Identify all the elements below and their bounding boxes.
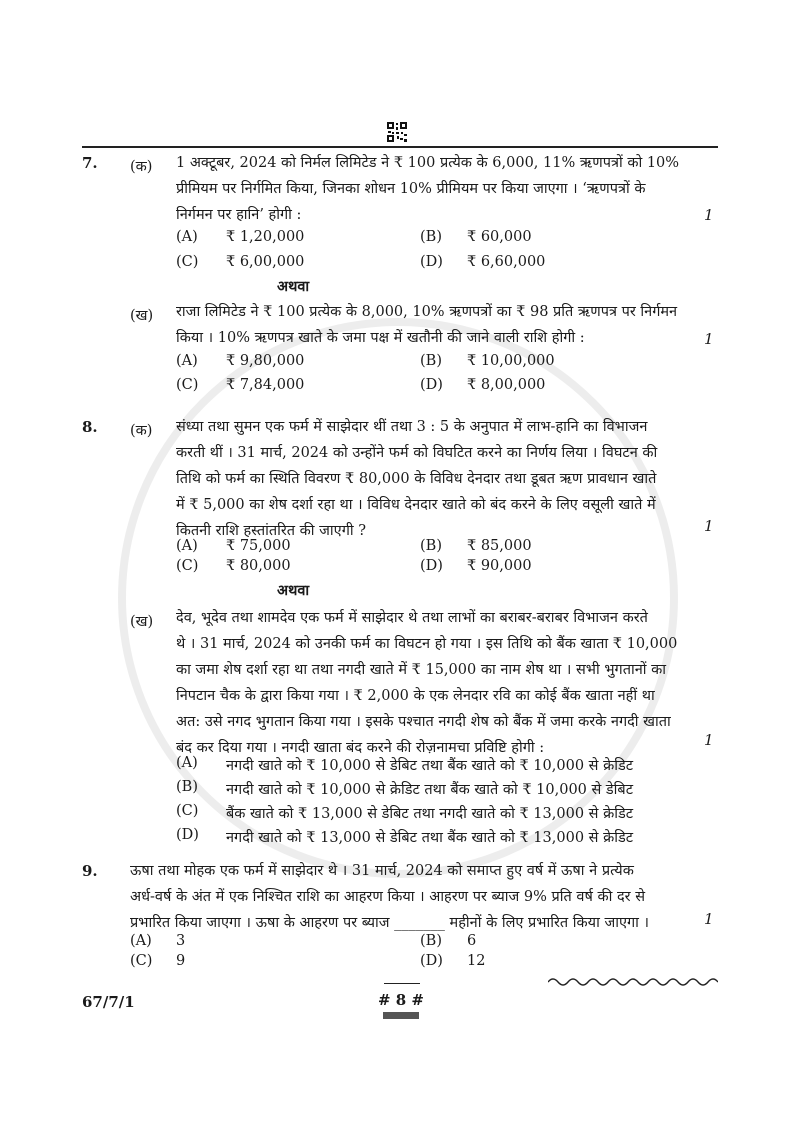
question-line: संध्या तथा सुमन एक फर्म में साझेदार थीं तथा 3 : 5 के अनुपात में लाभ-हानि का विभाजन	[176, 419, 648, 435]
option-text: नगदी खाते को ₹ 13,000 से डेबिट तथा बैंक खाते को ₹ 13,000 से क्रेडिट	[226, 830, 634, 846]
or-separator: अथवा	[277, 278, 310, 295]
option-text: ₹ 7,84,000	[226, 377, 305, 393]
option-label: (D)	[420, 254, 443, 270]
option-text: 12	[467, 953, 486, 969]
part-label: (ख)	[130, 308, 154, 324]
option-label: (D)	[420, 953, 443, 969]
option-label: (A)	[176, 229, 198, 245]
question-line: ऊषा तथा मोहक एक फर्म में साझेदार थे । 31 मार्च, 2024 को समाप्त हुए वर्ष में ऊषा ने प्रत्येक	[130, 863, 634, 879]
option-label: (D)	[420, 377, 443, 393]
option-text: ₹ 85,000	[467, 538, 532, 554]
question-line: निपटान चैक के द्वारा किया गया । ₹ 2,000 के एक लेनदार रवि का कोई बैंक खाता नहीं था	[176, 688, 655, 704]
wavy-line-divider	[548, 975, 718, 989]
or-separator: अथवा	[277, 582, 310, 599]
option-text: ₹ 6,60,000	[467, 254, 546, 270]
option-label: (C)	[176, 377, 199, 393]
qr-code-icon	[386, 121, 408, 143]
question-text	[176, 299, 677, 351]
marks: 1	[704, 330, 714, 348]
question-number: 9.	[82, 862, 98, 880]
question-number: 7.	[82, 154, 98, 172]
question-line: प्रीमियम पर निर्गमित किया, जिनका शोधन 10% प्रीमियम पर किया जाएगा । ‘ऋणपत्रों के	[176, 181, 646, 197]
option-label: (B)	[420, 229, 442, 245]
question-line: राजा लिमिटेड ने ₹ 100 प्रत्येक के 8,000, 10% ऋणपत्रों का ₹ 98 प्रति ऋणपत्र पर निर्गमन	[176, 304, 678, 320]
option-text: बैंक खाते को ₹ 13,000 से डेबिट तथा नगदी खाते को ₹ 13,000 से क्रेडिट	[226, 806, 634, 822]
option-text: नगदी खाते को ₹ 10,000 से डेबिट तथा बैंक खाते को ₹ 10,000 से क्रेडिट	[226, 758, 634, 774]
question-line: का जमा शेष दर्शा रहा था तथा नगदी खाते में ₹ 15,000 का नाम शेष था । सभी भुगतानों का	[176, 662, 667, 678]
part-label: (क)	[130, 423, 153, 439]
question-text	[130, 858, 649, 936]
paper-code: 67/7/1	[82, 993, 135, 1011]
option-text: ₹ 1,20,000	[226, 229, 305, 245]
option-label: (C)	[176, 254, 199, 270]
option-label: (D)	[176, 827, 199, 843]
question-text	[176, 414, 657, 544]
question-text	[176, 150, 679, 228]
marks: 1	[704, 910, 714, 928]
option-label: (B)	[176, 779, 198, 795]
option-text: नगदी खाते को ₹ 10,000 से क्रेडिट तथा बैंक खाते को ₹ 10,000 से डेबिट	[226, 782, 634, 798]
header-rule	[82, 146, 718, 148]
question-line: अत: उसे नगद भुगतान किया गया । इसके पश्चात नगदी शेष को बैंक में जमा करके नगदी खाता	[176, 714, 671, 730]
question-number: 8.	[82, 418, 98, 436]
question-text	[176, 605, 677, 761]
question-line: करती थीं । 31 मार्च, 2024 को उन्होंने फर्म को विघटित करने का निर्णय लिया । विघटन की	[176, 445, 658, 461]
option-label: (C)	[176, 558, 199, 574]
page-number-rule	[384, 983, 420, 984]
option-text: ₹ 6,00,000	[226, 254, 305, 270]
option-label: (B)	[420, 933, 442, 949]
question-line: थे । 31 मार्च, 2024 को उनकी फर्म का विघटन हो गया । इस तिथि को बैंक खाता ₹ 10,000	[176, 636, 678, 652]
question-line: बंद कर दिया गया । नगदी खाता बंद करने की रोज़नामचा प्रविष्टि होगी :	[176, 740, 545, 756]
part-label: (ख)	[130, 614, 154, 630]
question-line: में ₹ 5,000 का शेष दर्शा रहा था । विविध देनदार खाते को बंद करने के लिए वसूली खाते में	[176, 497, 656, 513]
option-text: ₹ 80,000	[226, 558, 291, 574]
question-line: अर्ध-वर्ष के अंत में एक निश्चित राशि का आहरण किया । आहरण पर ब्याज 9% प्रति वर्ष की दर से	[130, 889, 646, 905]
page-number-bar	[383, 1012, 419, 1019]
option-text: ₹ 75,000	[226, 538, 291, 554]
marks: 1	[704, 731, 714, 749]
option-label: (A)	[176, 353, 198, 369]
option-text: 9	[176, 953, 186, 969]
option-label: (C)	[130, 953, 153, 969]
marks: 1	[704, 517, 714, 535]
option-text: ₹ 10,00,000	[467, 353, 555, 369]
option-label: (C)	[176, 803, 199, 819]
option-label: (B)	[420, 353, 442, 369]
option-text: ₹ 9,80,000	[226, 353, 305, 369]
option-text: ₹ 8,00,000	[467, 377, 546, 393]
option-text: 6	[467, 933, 477, 949]
question-line: किया । 10% ऋणपत्र खाते के जमा पक्ष में खतौनी की जाने वाली राशि होगी :	[176, 330, 585, 346]
part-label: (क)	[130, 159, 153, 175]
option-text: ₹ 60,000	[467, 229, 532, 245]
option-text: 3	[176, 933, 186, 949]
option-text: ₹ 90,000	[467, 558, 532, 574]
option-label: (A)	[176, 538, 198, 554]
question-line: तिथि को फर्म का स्थिति विवरण ₹ 80,000 के विविध देनदार तथा डूबत ऋण प्रावधान खाते	[176, 471, 657, 487]
question-line: प्रभारित किया जाएगा । ऊषा के आहरण पर ब्याज _______ महीनों के लिए प्रभारित किया जाएगा ।	[130, 915, 650, 931]
question-line: कितनी राशि हस्तांतरित की जाएगी ?	[176, 523, 366, 539]
page-number: # 8 #	[377, 991, 425, 1009]
marks: 1	[704, 206, 714, 224]
option-label: (B)	[420, 538, 442, 554]
question-line: निर्गमन पर हानि’ होगी :	[176, 207, 302, 223]
option-label: (A)	[130, 933, 152, 949]
question-line: 1 अक्टूबर, 2024 को निर्मल लिमिटेड ने ₹ 100 प्रत्येक के 6,000, 11% ऋणपत्रों को 10%	[176, 155, 680, 171]
question-line: देव, भूदेव तथा शामदेव एक फर्म में साझेदार थे तथा लाभों का बराबर-बराबर विभाजन करते	[176, 610, 648, 626]
option-label: (A)	[176, 755, 198, 771]
option-label: (D)	[420, 558, 443, 574]
